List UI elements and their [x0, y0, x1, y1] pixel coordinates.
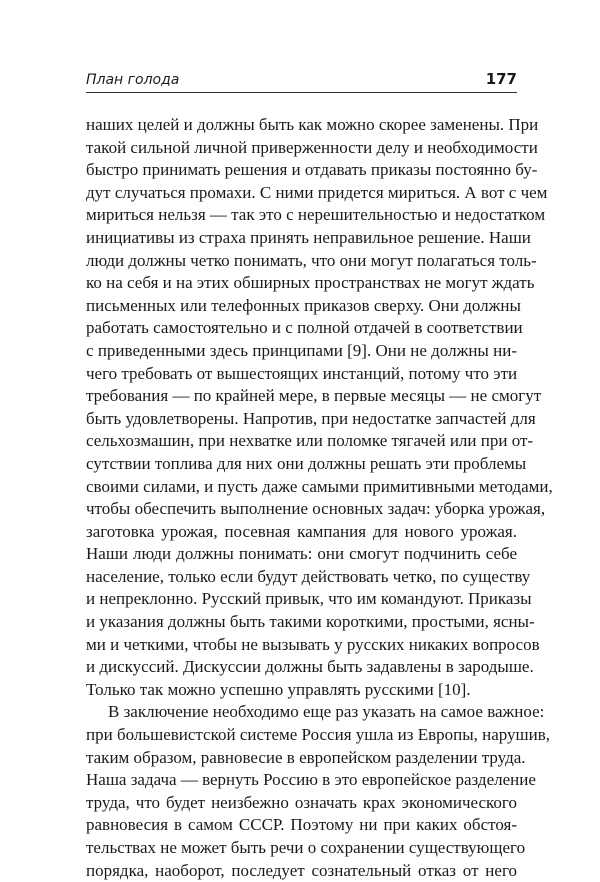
text-line: заготовка урожая, посевная кампания для нового урожая.: [86, 521, 517, 541]
text-line: сельхозмашин, при нехватке или поломке тягачей или при от-: [86, 431, 534, 451]
text-line: порядка, наоборот, последует сознательный отказ от него: [86, 860, 517, 880]
text-line: мириться нельзя — так это с нерешительностью и недостатком: [86, 205, 546, 225]
text-line: сутствии топлива для них они должны решать эти проблемы: [86, 453, 527, 473]
text-line: при большевистской системе Россия ушла из Европы, нарушив,: [86, 725, 551, 745]
text-line: и указания должны быть такими короткими, простыми, ясны-: [86, 612, 535, 632]
text-line: работать самостоятельно и с полной отдачей в соответствии: [86, 318, 523, 338]
text-line: труда, что будет неизбежно означать крах экономического: [86, 792, 517, 812]
text-line: чего требовать от вышестоящих инстанций, потому что эти: [86, 363, 518, 383]
text-line: наших целей и должны быть как можно скорее заменены. При: [86, 115, 539, 134]
text-line: население, только если будут действовать четко, по существу: [86, 566, 531, 586]
text-line: требования — по крайней мере, в первые месяцы — не смогут: [86, 386, 542, 406]
text-line: письменных или телефонных приказов сверху. Они должны: [86, 295, 521, 315]
running-title: План голода: [86, 72, 180, 88]
text-line: ми и четкими, чтобы не вызывать у русских никаких вопросов: [86, 634, 540, 654]
text-line: равновесия в самом СССР. Поэтому ни при каких обстоя-: [86, 815, 517, 835]
text-line: Наша задача — вернуть Россию в это европейское разделение: [86, 770, 536, 790]
text-line: В заключение необходимо еще раз указать на самое важное:: [108, 702, 545, 722]
text-line: чтобы обеспечить выполнение основных задач: уборка урожая,: [86, 499, 546, 519]
text-line: таким образом, равновесие в европейском разделении труда.: [86, 747, 526, 767]
running-header: [86, 70, 517, 93]
text-line: своими силами, и пусть даже самыми примитивными методами,: [86, 476, 553, 496]
paragraph: [86, 114, 553, 701]
text-line: такой сильной личной приверженности делу и необходимости: [86, 137, 538, 157]
text-line: люди должны четко понимать, что они могут полагаться толь-: [86, 250, 537, 270]
page-number: 177: [485, 70, 517, 88]
text-line: Наши люди должны понимать: они смогут подчинить себе: [86, 544, 517, 564]
text-line: дут случаться промахи. С ними придется мириться. А вот с чем: [86, 182, 548, 202]
text-line: и дискуссий. Дискуссии должны быть задавлены в зародыше.: [86, 657, 534, 677]
text-line: и непреклонно. Русский привык, что им командуют. Приказы: [86, 589, 532, 609]
text-line: инициативы из страха принять неправильное решение. Наши: [86, 227, 531, 247]
text-line: Только так можно успешно управлять русскими [10].: [86, 679, 471, 699]
text-line: ко на себя и на этих обширных пространствах не могут ждать: [86, 273, 535, 293]
text-line: быть удовлетворены. Напротив, при недостатке запчастей для: [86, 408, 536, 428]
paragraph: [86, 701, 551, 882]
text-line: быстро принимать решения и отдавать приказы постоянно бу-: [86, 160, 538, 180]
text-line: с приведенными здесь принципами [9]. Они не должны ни-: [86, 340, 517, 360]
text-line: тельствах не может быть речи о сохранении существующего: [86, 838, 526, 857]
body-text: [86, 114, 553, 882]
